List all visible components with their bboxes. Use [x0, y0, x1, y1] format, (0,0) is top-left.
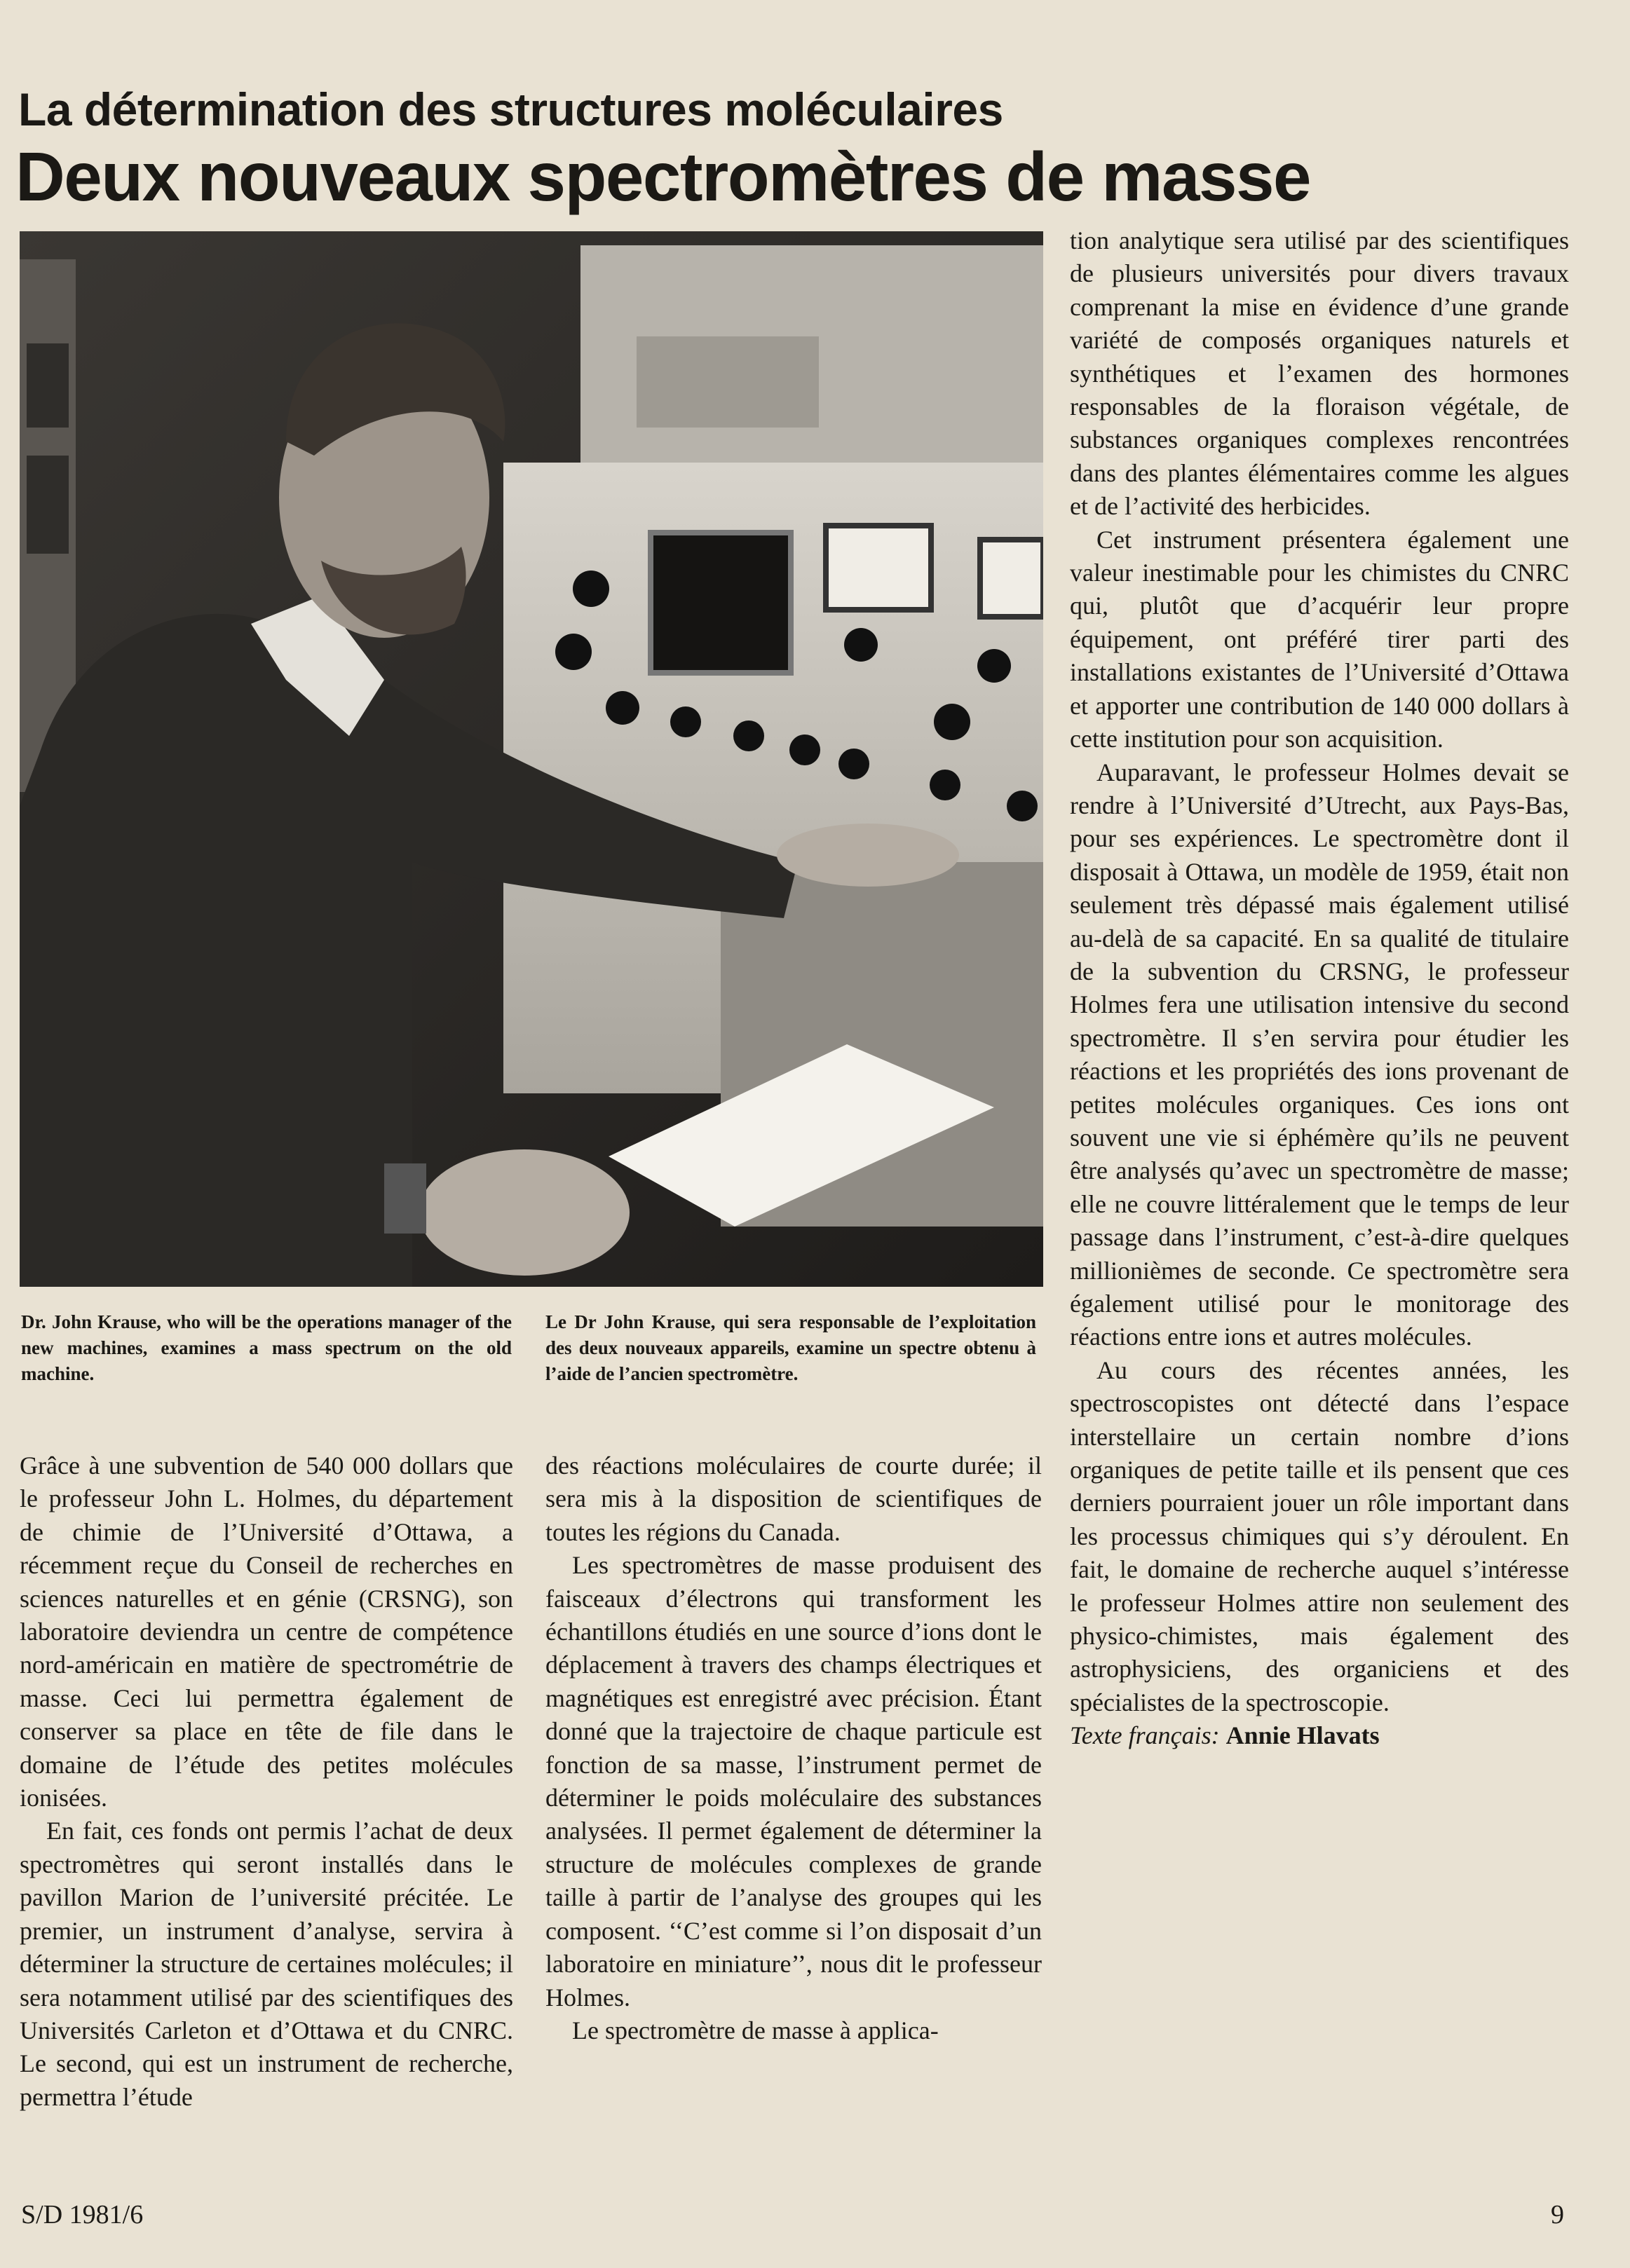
photo-icon: [20, 231, 1043, 1287]
article-column-2: [545, 1449, 1042, 2047]
article-column-3: [1070, 224, 1569, 1753]
footer-issue: S/D 1981/6: [21, 2200, 144, 2229]
credit-name: Annie Hlavats: [1225, 1721, 1380, 1750]
translation-credit: [1070, 1719, 1569, 1752]
article-column-1: [20, 1449, 513, 2114]
paragraph: tion analytique sera utilisé par des scientifiques de plusieurs universités pour divers travaux comprenant la mise en évidence d’une grande variété de composés organiques naturels et synthétiques et l’examen des hormones responsables de la floraison végétale, de substances organiques complexes rencontrées dans des plantes élémentaires comme les algues et de l’activité des herbicides.: [1070, 226, 1569, 521]
credit-label: Texte français:: [1070, 1721, 1220, 1750]
paragraph: Auparavant, le professeur Holmes devait se rendre à l’Université d’Utrecht, aux Pays-Bas, pour ses expériences. Le spectromètre dont il disposait à Ottawa, un modèle de 1959, était non seulement très dépassé mais également utilisé au-delà de sa capacité. En sa qualité de titulaire de la subvention du CRSNG, le professeur Holmes fera une utilisation intensive du second spectromètre. Il s’en servira pour étudier les réactions et les propriétés des ions provenant de petites molécules organiques. Ces ions ont souvent une vie si éphémère qu’ils ne peuvent être analysés qu’avec un spectromètre de masse; elle ne couvre littéralement que le temps de leur passage dans l’instrument, c’est-à-dire quelques millionièmes de seconde. Ce spectromètre sera également utilisé pour le monitorage des réactions entre ions et autres molécules.: [1070, 758, 1569, 1351]
paragraph: En fait, ces fonds ont permis l’achat de deux spectromètres qui seront installés dans le pavillon Marion de l’université précitée. Le premier, un instrument d’analyse, servira à déterminer la structure de certaines molécules; il sera notamment utilisé par des scientifiques des Universités Carleton et d’Ottawa et du CNRC. Le second, qui est un instrument de recherche, permettra l’étude: [20, 1817, 513, 2111]
article-photo: [20, 231, 1043, 1287]
page-number: 9: [1551, 2200, 1564, 2229]
paragraph: Au cours des récentes années, les spectroscopistes ont détecté dans l’espace interstellaire un certain nombre d’ions organiques de petite taille et ils pensent que ces derniers pourraient jouer un rôle important dans les processus chimiques qui s’y déroulent. En fait, le domaine de recherche auquel s’intéresse le professeur Holmes attire non seulement des physico-chimistes, mais également des astrophysiciens, des organiciens et des spécialistes de la spectroscopie.: [1070, 1355, 1569, 1716]
photo-caption-english: Dr. John Krause, who will be the operations manager of the new machines, examines a mass spectrum on the old machine.: [21, 1311, 512, 1384]
paragraph: Le spectromètre de masse à applica-: [572, 2016, 939, 2044]
article-kicker: La détermination des structures moléculaires: [18, 83, 1003, 135]
paragraph: Grâce à une subvention de 540 000 dollars que le professeur John L. Holmes, du département de chimie de l’Université d’Ottawa, a récemment reçue du Conseil de recherches en sciences naturelles et en génie (CRSNG), son laboratoire deviendra un centre de compétence nord-américain en matière de spectrométrie de masse. Ceci lui permettra également de conserver sa place en tête de file dans le domaine de l’étude des petites molécules ionisées.: [20, 1451, 513, 1812]
photo-caption-french: Le Dr John Krause, qui sera responsable de l’exploitation des deux nouveaux appareils, examine un spectre obtenu à l’aide de l’ancien spectromètre.: [545, 1311, 1036, 1384]
paragraph: Cet instrument présentera également une valeur inestimable pour les chimistes du CNRC qui, plutôt que d’acquérir leur propre équipement, ont préféré tirer parti des installations existantes de l’Université d’Ottawa et apporter une contribution de 140 000 dollars à cette institution pour son acquisition.: [1070, 525, 1569, 753]
paragraph: Les spectromètres de masse produisent des faisceaux d’électrons qui transforment les échantillons étudiés en une source d’ions dont le déplacement à travers des champs électriques et magnétiques est enregistré avec précision. Étant donné que la trajectoire de chaque particule est fonction de sa masse, l’instrument permet de déterminer le poids moléculaire des substances analysées. Il permet également de déterminer la structure de molécules complexes de grande taille à partir de l’analyse des groupes qui les composent. ‘‘C’est comme si l’on disposait d’un laboratoire en miniature’’, nous dit le professeur Holmes.: [545, 1551, 1042, 2011]
paragraph: des réactions moléculaires de courte durée; il sera mis à la disposition de scientifiques de toutes les régions du Canada.: [545, 1451, 1042, 1546]
article-title: Deux nouveaux spectromètres de masse: [15, 138, 1310, 215]
